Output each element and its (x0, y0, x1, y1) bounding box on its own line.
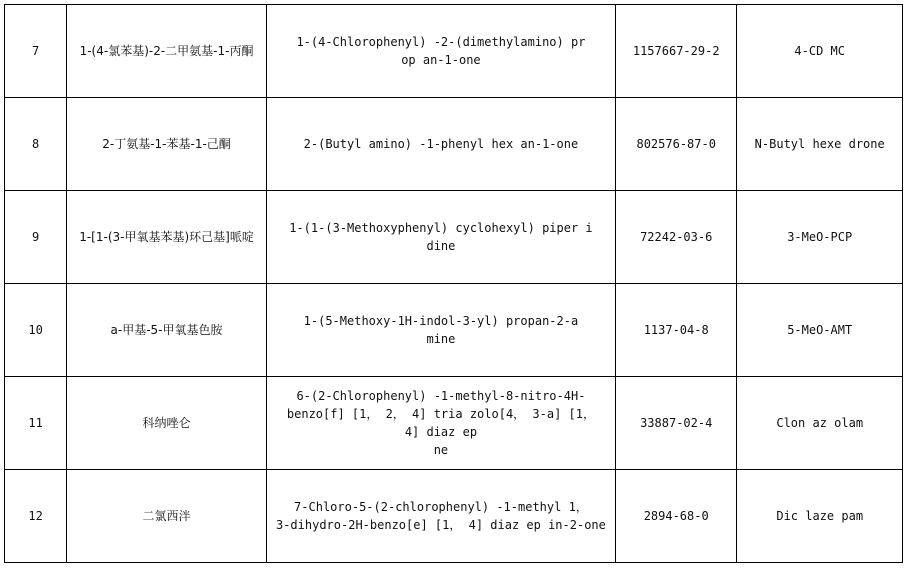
row-number: 7 (5, 5, 67, 98)
cas-number: 802576-87-0 (616, 98, 737, 191)
common-name: 4-CD MC (737, 5, 903, 98)
chinese-name: 1-(4-氯苯基)-2-二甲氨基-1-丙酮 (67, 5, 267, 98)
chinese-name: 科纳唑仑 (67, 377, 267, 470)
table-row (5, 377, 903, 470)
row-number: 8 (5, 98, 67, 191)
cas-number: 72242-03-6 (616, 191, 737, 284)
common-name: 3-MeO-PCP (737, 191, 903, 284)
table-row (5, 191, 903, 284)
cas-number: 1157667-29-2 (616, 5, 737, 98)
english-name: 7-Chloro-5-(2-chlorophenyl) -1-methyl 1， 3-dihydro-2H-benzo[e] [1， 4] diaz ep in-2-one (266, 470, 615, 563)
substance-table (4, 4, 903, 563)
english-name: 1-(5-Methoxy-1H-indol-3-yl) propan-2-a mine (266, 284, 615, 377)
chinese-name: a-甲基-5-甲氧基色胺 (67, 284, 267, 377)
common-name: 5-MeO-AMT (737, 284, 903, 377)
table-row (5, 5, 903, 98)
english-name: 1-(1-(3-Methoxyphenyl) cyclohexyl) piper i dine (266, 191, 615, 284)
cas-number: 33887-02-4 (616, 377, 737, 470)
english-name: 6-(2-Chlorophenyl) -1-methyl-8-nitro-4H- benzo[f] [1， 2， 4] tria zolo[4， 3-a] [1， 4] diaz ep ne (266, 377, 615, 470)
chinese-name: 2-丁氨基-1-苯基-1-己酮 (67, 98, 267, 191)
row-number: 12 (5, 470, 67, 563)
common-name: N-Butyl hexe drone (737, 98, 903, 191)
english-name: 1-(4-Chlorophenyl) -2-(dimethylamino) pr op an-1-one (266, 5, 615, 98)
english-name: 2-(Butyl amino) -1-phenyl hex an-1-one (266, 98, 615, 191)
row-number: 11 (5, 377, 67, 470)
table-row (5, 470, 903, 563)
chinese-name: 1-[1-(3-甲氧基苯基)环己基]哌啶 (67, 191, 267, 284)
row-number: 10 (5, 284, 67, 377)
row-number: 9 (5, 191, 67, 284)
common-name: Dic laze pam (737, 470, 903, 563)
table-row (5, 98, 903, 191)
table-row (5, 284, 903, 377)
common-name: Clon az olam (737, 377, 903, 470)
cas-number: 1137-04-8 (616, 284, 737, 377)
cas-number: 2894-68-0 (616, 470, 737, 563)
chinese-name: 二氯西泮 (67, 470, 267, 563)
